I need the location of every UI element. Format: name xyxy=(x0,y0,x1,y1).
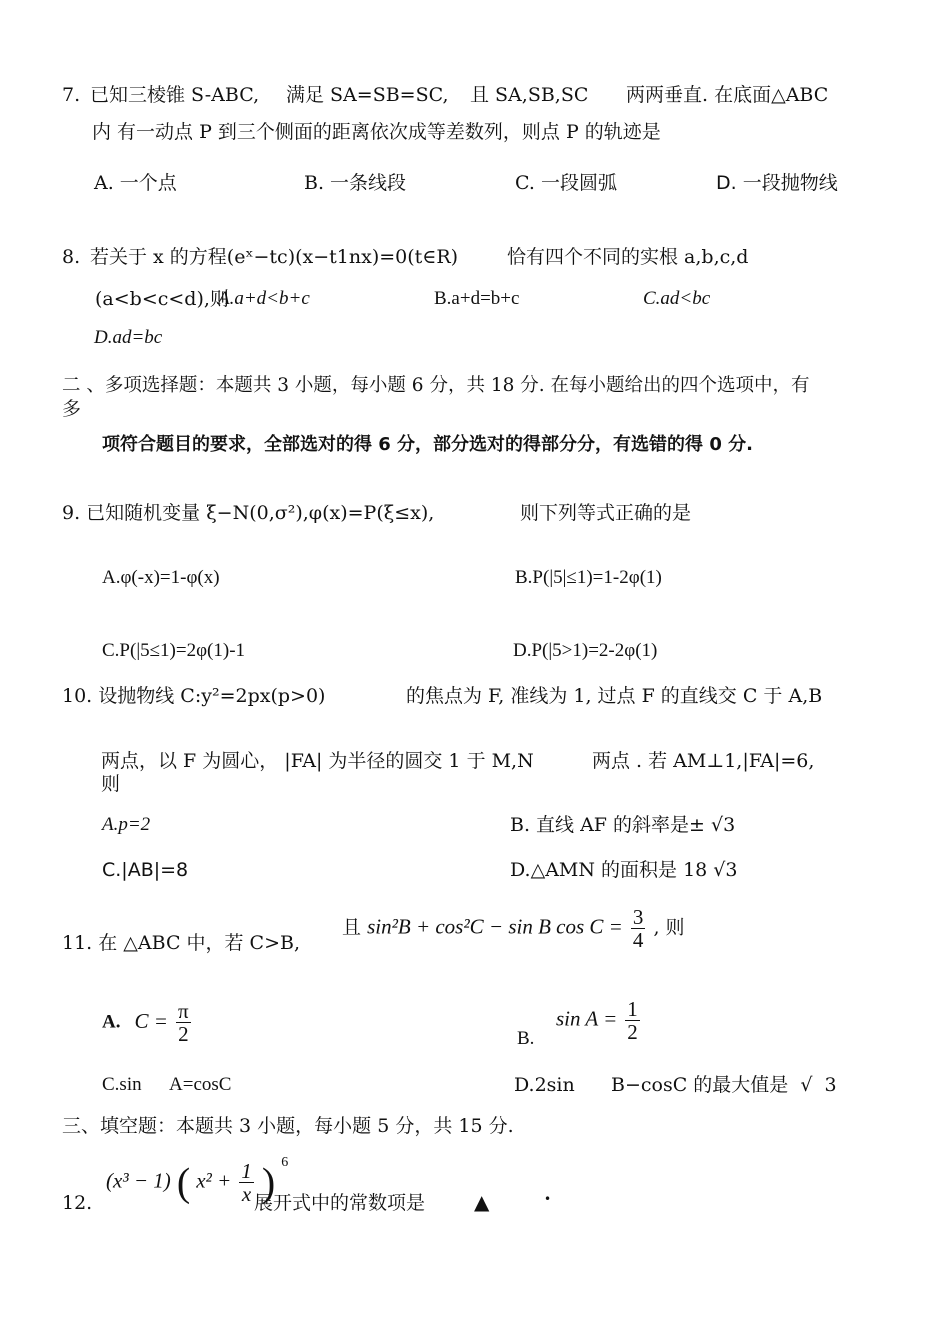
q11-condition-expr: sin²B + cos²C − sin B cos C = xyxy=(367,914,623,939)
q7-stem-part-c: 且 SA,SB,SC xyxy=(470,84,589,106)
q10-option-d: D.△AMN 的面积是 18 √3 xyxy=(510,859,738,881)
answer-blank-triangle-icon: ▲ xyxy=(474,1190,490,1214)
q11-condition-fraction xyxy=(631,906,646,951)
q11-option-b-denominator: 2 xyxy=(627,1020,638,1045)
q11-option-a-fraction xyxy=(176,1000,191,1045)
q7-option-a: A. 一个点 xyxy=(94,172,177,194)
q12-inner-fraction xyxy=(239,1160,254,1205)
q10-option-c: C.|AB|=8 xyxy=(102,859,189,881)
q9-option-c: C.P(|5≤1)=2φ(1)-1 xyxy=(102,640,246,661)
q7-stem-part-b: 满足 SA=SB=SC, xyxy=(286,84,449,106)
q11-option-d: D.2sin B−cosC 的最大值是 √ 3 xyxy=(514,1074,837,1096)
q8-option-d: D.ad=bc xyxy=(94,327,163,348)
q11-option-a xyxy=(102,1000,193,1045)
q8-option-b: B.a+d=b+c xyxy=(434,288,520,309)
q11-option-b xyxy=(556,998,642,1043)
q10-stem-line3: 则 xyxy=(101,773,121,795)
q12-expr-left: (x³ − 1) xyxy=(106,1168,171,1193)
section2-line1: 二 、多项选择题：本题共 3 小题，每小题 6 分，共 18 分. 在每小题给出的四个选项中，有 xyxy=(62,375,810,396)
q7-option-d: D. 一段抛物线 xyxy=(716,172,838,194)
section2-line2: 项符合题目的要求，全部选对的得 6 分，部分选对的得部分分，有选错的得 0 分. xyxy=(102,434,753,455)
q11-option-a-expr: C = xyxy=(134,1008,168,1033)
q9-stem-tail: 则下列等式正确的是 xyxy=(520,502,692,524)
q8-option-c: C.ad<bc xyxy=(643,288,711,309)
q12-stem: 展开式中的常数项是 xyxy=(254,1192,426,1214)
q11-option-b-label: B. xyxy=(517,1028,535,1049)
q12-number: 12. xyxy=(62,1192,93,1214)
q12-right-paren: ) xyxy=(261,1159,276,1205)
q11-option-b-expr: sin A = xyxy=(556,1006,618,1031)
q7-option-c: C. 一段圆弧 xyxy=(515,172,617,194)
q10-stem-line2-a: 两点，以 F 为圆心， |FA| 为半径的圆交 1 于 M,N xyxy=(101,750,534,772)
q8-number: 8. xyxy=(62,246,81,268)
q11-option-b-fraction xyxy=(625,998,640,1043)
q11-fraction-denominator: 4 xyxy=(632,928,644,953)
q11-condition-suffix: , 则 xyxy=(653,916,685,939)
q9-stem: 9. 已知随机变量 ξ−N(0,σ²),φ(x)=P(ξ≤x), xyxy=(62,502,435,524)
q7-number: 7. xyxy=(62,84,81,106)
q9-option-a: A.φ(-x)=1-φ(x) xyxy=(102,567,220,588)
q11-option-a-label: A. xyxy=(102,1011,121,1033)
q8-option-a: A.a+d<b+c xyxy=(218,288,310,309)
q8-stem-part-a: 若关于 x 的方程(eˣ−tc)(x−t1nx)=0(t∈R) xyxy=(90,246,459,268)
section3-heading: 三、填空题：本题共 3 小题，每小题 5 分，共 15 分. xyxy=(62,1115,514,1137)
q12-fraction-denominator: x xyxy=(241,1182,252,1207)
q7-stem-line2: 内 有一动点 P 到三个侧面的距离依次成等差数列，则点 P 的轨迹是 xyxy=(92,121,661,143)
q7-stem-part-a: 已知三棱锥 S-ABC, xyxy=(90,84,260,106)
q10-stem-line2-b: 两点 . 若 AM⊥1,|FA|=6, xyxy=(592,750,815,772)
q10-stem-part-b: 的焦点为 F, 准线为 1, 过点 F 的直线交 C 于 A,B xyxy=(406,685,823,707)
q11-option-b-numerator: 1 xyxy=(627,997,638,1021)
q8-stem-line2: (a<b<c<d),则 xyxy=(95,288,229,310)
q10-stem-part-a: 10. 设抛物线 C:y²=2px(p>0) xyxy=(62,685,326,707)
q11-option-a-numerator: π xyxy=(178,999,189,1023)
q11-stem: 11. 在 △ABC 中，若 C>B, xyxy=(62,932,301,954)
q12-expr-inner: x² + xyxy=(196,1168,232,1193)
q11-option-a-denominator: 2 xyxy=(178,1022,189,1047)
q12-left-paren: ( xyxy=(176,1159,191,1205)
q7-stem-part-d: 两两垂直. 在底面△ABC xyxy=(626,84,829,106)
q11-condition-prefix: 且 xyxy=(342,916,362,939)
q9-option-b: B.P(|5|≤1)=1-2φ(1) xyxy=(515,567,662,588)
q10-option-b: B. 直线 AF 的斜率是± √3 xyxy=(510,814,736,836)
q10-option-a: A.p=2 xyxy=(102,814,151,835)
section2-line1-wrap: 多 xyxy=(62,398,82,420)
q12-fraction-numerator: 1 xyxy=(241,1159,252,1183)
q11-condition xyxy=(342,906,685,951)
q11-option-c: C.sin A=cosC xyxy=(102,1074,232,1095)
q11-fraction-numerator: 3 xyxy=(632,905,644,929)
q12-end-dot: • xyxy=(544,1192,552,1206)
q9-option-d: D.P(|5>1)=2-2φ(1) xyxy=(513,640,658,661)
q8-stem-part-b: 恰有四个不同的实根 a,b,c,d xyxy=(507,246,749,268)
q12-exponent: 6 xyxy=(281,1155,289,1171)
q7-option-b: B. 一条线段 xyxy=(304,172,407,194)
